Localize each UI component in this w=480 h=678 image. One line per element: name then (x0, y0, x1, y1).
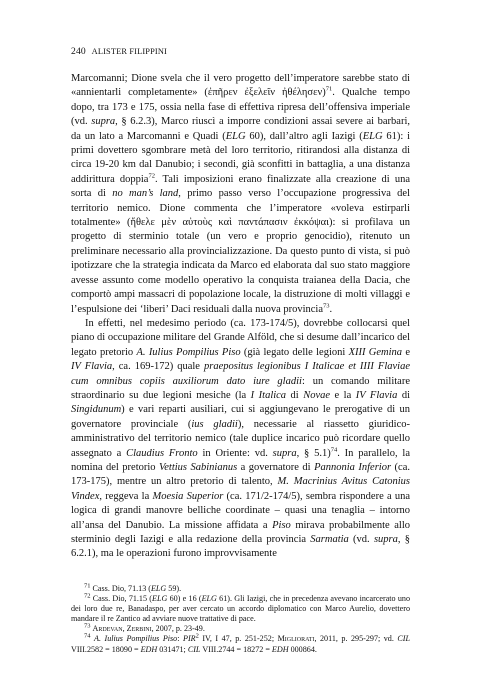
footnote-ref: 72 (148, 172, 155, 180)
footnote-ref: 74 (84, 632, 91, 640)
italic-text: Moesia Superior (152, 490, 224, 502)
italic-text: ELG (362, 130, 383, 142)
footnote (71, 624, 410, 634)
italic-text: IV Flavia (71, 361, 113, 373)
italic-text: XIII Gemina (348, 346, 403, 358)
footnote-ref: 74 (330, 446, 338, 454)
text-run: In effetti, nel medesimo periodo (ca. 173-174/5), dovrebbe collocarsi quel piano di occupazione militare del Grande Alföld, che si desume dall’incarico del legato pretorio (71, 317, 410, 358)
footnote-ref: 73 (84, 622, 91, 630)
text-run: . (329, 303, 333, 315)
text-run: 59). (166, 584, 182, 593)
italic-text: A. Iulius Pompilius Piso (94, 634, 178, 644)
italic-text: Pannonia Inferior (314, 461, 392, 473)
italic-text: Singidunum (71, 404, 122, 416)
text-run: Marcomanni; Dione svela che il vero progetto dell’imperatore sarebbe stato di «annientarli completamente» (ἐπῆρεν ἐξελεῖν ἠθέλησεν) (71, 73, 410, 99)
text-run: , 2007, p. 23-49. (151, 624, 205, 634)
text-run: 61). Gli Iazigi, che in precedenza avevano incarcerato uno dei loro due re, Banadaspo, per aver cercato un accordo diplomatico con Marco Aurelio, dovettero mandare il re Zantico ad avviare nuove trattative di pace. (71, 594, 411, 624)
italic-text: ELG (225, 130, 246, 142)
page-number: 240 (71, 46, 86, 57)
paragraph (71, 72, 410, 317)
text-run: , reggeva la (99, 490, 153, 502)
footnote-ref: 72 (84, 592, 91, 600)
italic-text: I Italica (250, 389, 287, 401)
italic-text: Sarmatia (310, 534, 349, 545)
author-name: Ardevan, Zerbini (92, 624, 152, 634)
italic-text: CIL (397, 634, 411, 644)
text-run: Cass. Dio, 71.13 ( (90, 584, 151, 593)
italic-text: IV Flavia (355, 389, 398, 401)
text-run: . In parallelo, la nomina del pretorio (71, 447, 410, 473)
text-run: 60), dall’altro agli Iazigi ( (245, 130, 363, 142)
text-run: , primo passo verso l’occupazione progressiva del territorio nemico. Dione commenta che l’imperatore «voleva estirparli totalmente» (ἤθελε μὲν αὐτοὺς καὶ παντάπασιν ἐκκόψαι): si profilava un progetto di sterminio totale (un vero e proprio genocidio), ritenuto un preliminare necessario alla provincializzazione. Da questo punto di vista, si può ipotizzare che la strategia indicata da Marco ed elaborata dal suo stato maggiore avesse assunto come modello operativo la conquista traianea della Dacia, che comportò ampi massacri di popolazione locale, la distruzione di molti villaggi e l’espulsione dei ‘liberi’ Daci residuali dalla nuova provincia (71, 188, 410, 315)
italic-text: CIL (187, 644, 201, 654)
text-run: 61): i primi dovettero sgombrare metà del loro territorio, ritirandosi alla distanza di circa 19-20 km dal Danubio; i secondi, già sconfitti in battaglia, a una distanza addirittura doppia (71, 130, 410, 185)
author-name: Migliorati (277, 634, 315, 644)
text-run: 031471; (157, 644, 188, 654)
text-run: a governatore di (237, 461, 315, 473)
text-run: (vd. (348, 534, 374, 545)
italic-text: Vettius Sabinianus (159, 461, 238, 473)
text-run: 60) e 16 ( (167, 594, 202, 604)
text-run: in Oriente: vd. (197, 447, 273, 459)
text-run: ), necessarie al riassetto giuridico-amministrativo del territorio nemico (tale duplice incarico può ricordare quello assegnato a (71, 418, 411, 459)
footnote (71, 634, 410, 654)
italic-text: EDH (271, 644, 289, 654)
text-run: Cass. Dio, 71.15 ( (90, 594, 153, 604)
italic-text: A. Iulius Pompilius Piso (136, 346, 241, 358)
text-run: IV, I 47, p. 251-252; (198, 634, 278, 644)
text-run: mirava probabilmente allo sterminio degli Iazigi e alla redazione della provincia (71, 519, 410, 545)
italic-text: supra (272, 447, 297, 459)
main-text (71, 72, 410, 562)
text-run: 000864. (288, 644, 317, 654)
footnote-ref: 71 (84, 582, 91, 590)
running-header (71, 46, 167, 57)
text-run: (già legato delle legioni (240, 346, 349, 358)
text-run: VIII.2744 = 18272 = (200, 644, 272, 654)
text-run: e (402, 346, 410, 358)
italic-text: Novae (303, 389, 331, 401)
italic-text: PIR (183, 634, 196, 644)
text-run: . Qualche tempo dopo, tra 173 e 175, ossia nella fase di effettiva ripresa dell’offensiva imperiale (vd. (71, 87, 411, 128)
italic-text: supra (91, 116, 116, 128)
italic-text: praepositus legionibus I Italicae et IIII Flaviae cum omnibus copiis auxiliorum dato iure gladii (71, 361, 410, 387)
italic-text: ELG (152, 594, 168, 604)
text-run: : (177, 634, 183, 644)
footnote-ref: 71 (325, 85, 333, 93)
italic-text: no man’s land (112, 188, 179, 200)
text-run: di (397, 389, 410, 401)
italic-text: Claudius Fronto (126, 447, 198, 459)
text-run: , ca. 169-172) quale (112, 361, 204, 373)
italic-text: EDH (140, 644, 158, 654)
footnotes (71, 584, 410, 655)
italic-text: M. Macrinius Avitus Catonius Vindex (71, 476, 410, 502)
text-run: . Tali imposizioni erano finalizzate alla creazione di una sorta di (71, 173, 410, 200)
text-run: (ca. 173-175), mentre un altro pretorio di talento, (71, 461, 410, 488)
italic-text: ius gladii (191, 418, 238, 430)
footnote-ref: 73 (323, 302, 330, 309)
footnote (71, 584, 410, 594)
text-run: , 2011, p. 295-297; vd. (314, 634, 398, 644)
italic-text: ELG (201, 594, 217, 604)
italic-text: ELG (150, 584, 167, 593)
footnote-ref: 2 (195, 632, 199, 640)
italic-text: supra (373, 534, 398, 545)
italic-text: Piso (272, 519, 291, 531)
text-run: : un comando militare straordinario su due legioni mesiche (la (71, 375, 410, 401)
footnote (71, 594, 410, 624)
text-run: e la (330, 389, 356, 401)
text-run: , § 6.2.3), Marco riuscì a imporre condizioni assai severe ai barbari, da un lato a Marcomanni e Quadi ( (71, 116, 410, 142)
text-run: VIII.2582 = 18090 = (71, 644, 141, 654)
running-title: ALISTER FILIPPINI (91, 47, 167, 56)
text-run: di (286, 389, 304, 401)
paragraph (71, 317, 410, 562)
text-run: (ca. 171/2-174/5), sembra rispondere a una logica di grandi manovre belliche coordinate – quasi una tenaglia – intorno all’ansa del Danubio. La missione affidata a (71, 490, 410, 531)
text-run: , § 5.1) (296, 447, 331, 459)
text-run: , § 6.2.1), ma le operazioni furono improvvisamente (71, 534, 411, 560)
text-run: ) e vari reparti ausiliari, cui si aggiungevano le prerogative di un governatore provinciale ( (71, 404, 410, 430)
